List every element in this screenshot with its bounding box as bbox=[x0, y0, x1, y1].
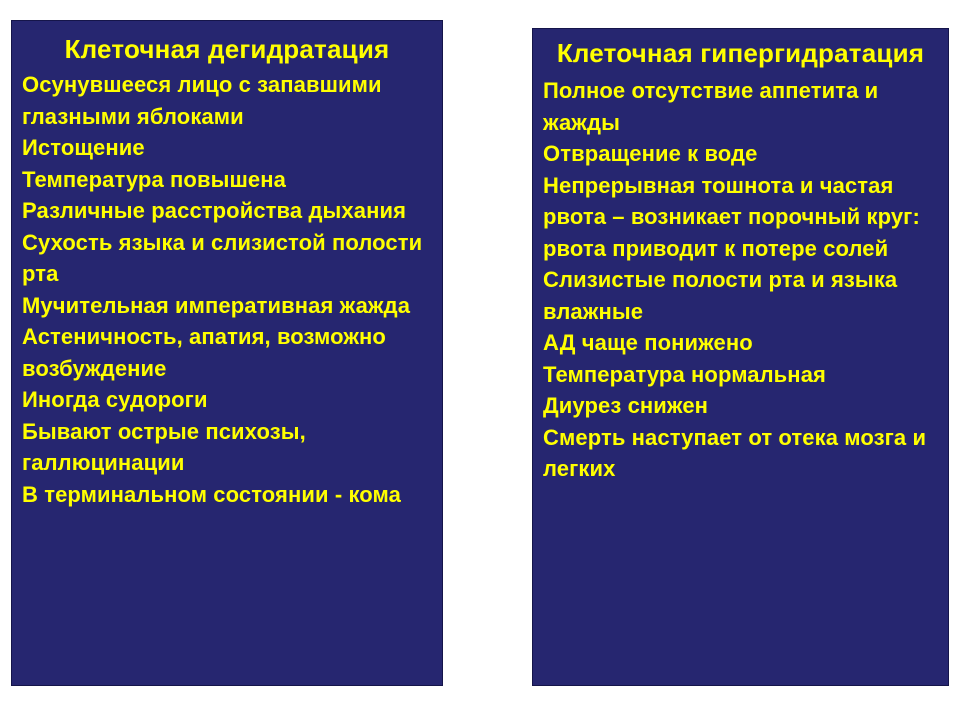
left-panel-title: Клеточная дегидратация bbox=[64, 34, 390, 64]
right-symptom-item: Отвращение к воде bbox=[543, 141, 758, 166]
right-panel-hyperhydration bbox=[532, 28, 949, 686]
left-panel-dehydration bbox=[11, 20, 443, 686]
left-symptom-item: Иногда судороги bbox=[22, 387, 208, 412]
right-symptom-item: Смерть наступает от отека мозга и легких bbox=[543, 424, 927, 481]
left-symptom-item: В терминальном состоянии - кома bbox=[22, 481, 401, 507]
right-symptom-item: Слизистые полости рта и языка влажные bbox=[543, 267, 898, 324]
right-panel-title: Клеточная гипергидратация bbox=[556, 38, 925, 68]
right-symptom-list bbox=[543, 75, 938, 485]
left-symptom-item: Астеничность, апатия, возможно возбуждение bbox=[22, 324, 386, 381]
left-symptom-item: Температура повышена bbox=[22, 166, 286, 192]
right-symptom-item: Диурез снижен bbox=[543, 393, 709, 418]
left-symptom-item: Мучительная императивная жажда bbox=[22, 292, 411, 318]
left-symptom-item: Различные расстройства дыхания bbox=[22, 198, 407, 223]
left-symptom-item: Сухость языка и слизистой полости рта bbox=[22, 229, 423, 286]
right-symptom-item: Температура нормальная bbox=[543, 361, 826, 387]
left-symptom-item: Осунувшееся лицо с запавшими глазными яблоками bbox=[22, 72, 382, 129]
left-symptom-item: Истощение bbox=[22, 135, 145, 160]
right-symptom-item: Непрерывная тошнота и частая рвота – возникает порочный круг: рвота приводит к потере солей bbox=[543, 172, 920, 261]
left-symptom-item: Бывают острые психозы, галлюцинации bbox=[22, 418, 306, 475]
right-symptom-item: Полное отсутствие аппетита и жажды bbox=[543, 78, 879, 135]
left-symptom-list bbox=[22, 69, 432, 510]
right-symptom-item: АД чаще понижено bbox=[543, 330, 753, 355]
